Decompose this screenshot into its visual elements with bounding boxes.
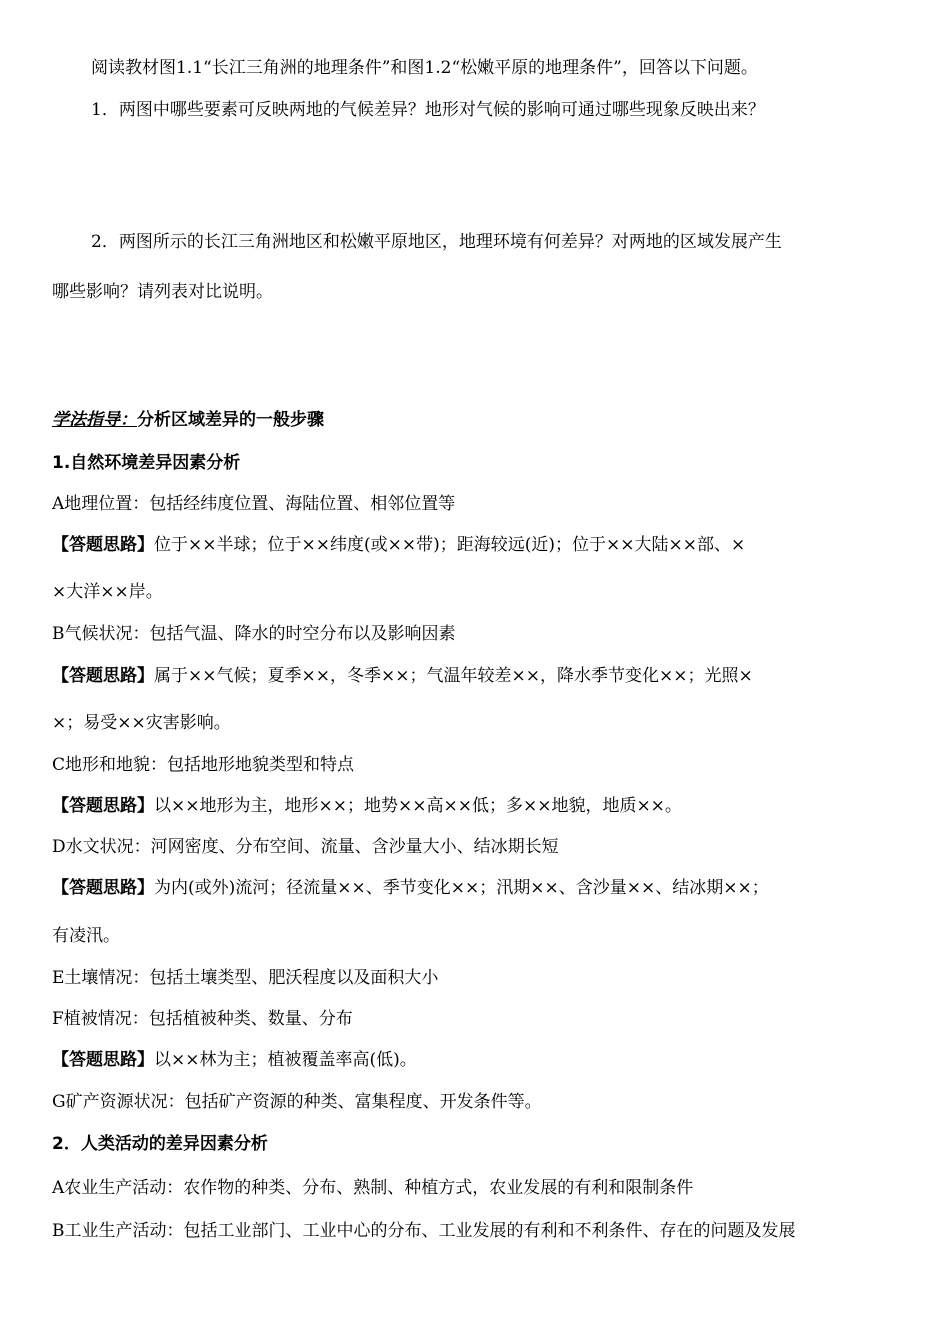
study-guide-title: 分析区域差异的一般步骤 <box>137 410 324 430</box>
item-b-tip-line-2: ×；易受××灾害影响。 <box>52 713 231 733</box>
tip-text: 属于××气候；夏季××，冬季××；气温年较差××，降水季节变化××；光照× <box>154 666 753 686</box>
study-guide-label: 学法指导： <box>52 410 137 430</box>
question-2-line-1: 2．两图所示的长江三角洲地区和松嫩平原地区，地理环境有何差异？对两地的区域发展产生 <box>91 232 782 252</box>
tip-text: 位于××半球；位于××纬度(或××带)；距海较远(近)；位于××大陆××部、× <box>154 535 746 555</box>
tip-text: 以××林为主；植被覆盖率高(低)。 <box>154 1050 417 1070</box>
section-2-heading: 2．人类活动的差异因素分析 <box>52 1134 268 1154</box>
item-f-tip <box>52 1048 910 1072</box>
item-a-tip-line-1 <box>52 533 910 557</box>
question-1: 1．两图中哪些要素可反映两地的气候差异？地形对气候的影响可通过哪些现象反映出来？ <box>91 100 765 120</box>
item-d-tip-line-1 <box>52 876 910 900</box>
item-g-minerals: G矿产资源状况：包括矿产资源的种类、富集程度、开发条件等。 <box>52 1092 542 1112</box>
intro-paragraph: 阅读教材图1.1“长江三角洲的地理条件”和图1.2“松嫩平原的地理条件”，回答以下问题。 <box>91 58 758 78</box>
item-a-tip-line-2: ×大洋××岸。 <box>52 582 163 602</box>
tip-label: 【答题思路】 <box>52 535 154 555</box>
tip-label: 【答题思路】 <box>52 796 154 816</box>
item-f-vegetation: F植被情况：包括植被种类、数量、分布 <box>52 1009 353 1029</box>
item-a-location: A地理位置：包括经纬度位置、海陆位置、相邻位置等 <box>52 494 456 514</box>
item-d-hydrology: D水文状况：河网密度、分布空间、流量、含沙量大小、结冰期长短 <box>52 837 559 857</box>
item-industry: B工业生产活动：包括工业部门、工业中心的分布、工业发展的有利和不利条件、存在的问题及发展 <box>52 1221 796 1241</box>
item-agriculture: A农业生产活动：农作物的种类、分布、熟制、种植方式，农业发展的有利和限制条件 <box>52 1178 694 1198</box>
section-1-heading: 1.自然环境差异因素分析 <box>52 453 241 473</box>
tip-text: 为内(或外)流河；径流量××、季节变化××；汛期××、含沙量××、结冰期××； <box>154 878 769 898</box>
tip-text: 以××地形为主，地形××；地势××高××低；多××地貌，地质××。 <box>154 796 682 816</box>
tip-label: 【答题思路】 <box>52 878 154 898</box>
item-b-tip-line-1 <box>52 664 910 688</box>
tip-label: 【答题思路】 <box>52 1050 154 1070</box>
item-c-terrain: C地形和地貌：包括地形地貌类型和特点 <box>52 755 355 775</box>
tip-label: 【答题思路】 <box>52 666 154 686</box>
study-guide-heading <box>52 408 910 432</box>
item-c-tip <box>52 794 910 818</box>
question-2-line-2: 哪些影响？请列表对比说明。 <box>52 282 273 302</box>
item-e-soil: E土壤情况：包括土壤类型、肥沃程度以及面积大小 <box>52 968 439 988</box>
item-d-tip-line-2: 有凌汛。 <box>52 926 120 946</box>
item-b-climate: B气候状况：包括气温、降水的时空分布以及影响因素 <box>52 624 456 644</box>
